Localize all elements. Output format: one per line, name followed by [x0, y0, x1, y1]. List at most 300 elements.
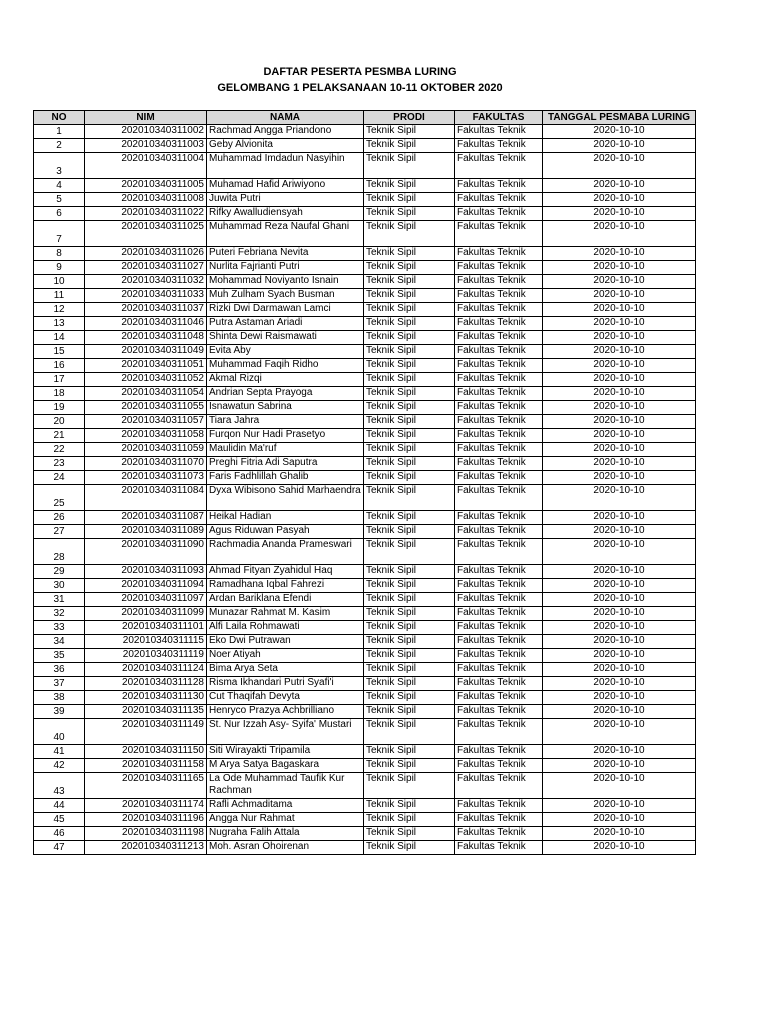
- row-prodi: Teknik Sipil: [364, 649, 455, 663]
- row-fakultas: Fakultas Teknik: [455, 401, 543, 415]
- table-row: [34, 207, 696, 221]
- row-no: 23: [34, 457, 85, 471]
- table-row: [34, 511, 696, 525]
- row-no: 42: [34, 759, 85, 773]
- row-no: 40: [34, 719, 85, 745]
- row-fakultas: Fakultas Teknik: [455, 799, 543, 813]
- row-no: 10: [34, 275, 85, 289]
- document-title: DAFTAR PESERTA PESMBA LURING: [263, 66, 457, 78]
- row-no: 16: [34, 359, 85, 373]
- row-no: 3: [34, 153, 85, 179]
- row-nama: Alfi Laila Rohmawati: [207, 621, 364, 635]
- row-no: 30: [34, 579, 85, 593]
- table-row: [34, 457, 696, 471]
- row-nim: 202010340311097: [85, 593, 207, 607]
- row-tanggal: 2020-10-10: [543, 705, 696, 719]
- column-header-no: NO: [34, 111, 85, 125]
- row-prodi: Teknik Sipil: [364, 677, 455, 691]
- row-nama: Rafli Achmaditama: [207, 799, 364, 813]
- row-tanggal: 2020-10-10: [543, 247, 696, 261]
- row-tanggal: 2020-10-10: [543, 745, 696, 759]
- row-fakultas: Fakultas Teknik: [455, 841, 543, 855]
- row-tanggal: 2020-10-10: [543, 303, 696, 317]
- row-nim: 202010340311054: [85, 387, 207, 401]
- row-no: 18: [34, 387, 85, 401]
- row-nim: 202010340311130: [85, 691, 207, 705]
- row-tanggal: 2020-10-10: [543, 193, 696, 207]
- row-prodi: Teknik Sipil: [364, 429, 455, 443]
- row-no: 41: [34, 745, 85, 759]
- row-nama: Furqon Nur Hadi Prasetyo: [207, 429, 364, 443]
- row-no: 37: [34, 677, 85, 691]
- row-nama: Henryco Prazya Achbrilliano: [207, 705, 364, 719]
- row-tanggal: 2020-10-10: [543, 511, 696, 525]
- row-no: 39: [34, 705, 85, 719]
- table-header-row: [34, 111, 696, 125]
- row-fakultas: Fakultas Teknik: [455, 539, 543, 565]
- row-no: 11: [34, 289, 85, 303]
- row-nama: Muhammad Reza Naufal Ghani: [207, 221, 364, 247]
- row-fakultas: Fakultas Teknik: [455, 663, 543, 677]
- row-tanggal: 2020-10-10: [543, 125, 696, 139]
- row-fakultas: Fakultas Teknik: [455, 471, 543, 485]
- row-nim: 202010340311101: [85, 621, 207, 635]
- row-nama: Ahmad Fityan Zyahidul Haq: [207, 565, 364, 579]
- row-tanggal: 2020-10-10: [543, 179, 696, 193]
- row-no: 2: [34, 139, 85, 153]
- row-fakultas: Fakultas Teknik: [455, 691, 543, 705]
- row-nim: 202010340311150: [85, 745, 207, 759]
- row-prodi: Teknik Sipil: [364, 457, 455, 471]
- table-row: [34, 443, 696, 457]
- row-tanggal: 2020-10-10: [543, 525, 696, 539]
- row-nama: Siti Wirayakti Tripamila: [207, 745, 364, 759]
- row-nama: Isnawatun Sabrina: [207, 401, 364, 415]
- row-no: 31: [34, 593, 85, 607]
- row-prodi: Teknik Sipil: [364, 593, 455, 607]
- row-no: 15: [34, 345, 85, 359]
- row-fakultas: Fakultas Teknik: [455, 565, 543, 579]
- row-nama: Heikal Hadian: [207, 511, 364, 525]
- row-prodi: Teknik Sipil: [364, 443, 455, 457]
- row-tanggal: 2020-10-10: [543, 387, 696, 401]
- row-nama: Mohammad Noviyanto Isnain: [207, 275, 364, 289]
- row-nim: 202010340311089: [85, 525, 207, 539]
- row-fakultas: Fakultas Teknik: [455, 415, 543, 429]
- row-prodi: Teknik Sipil: [364, 331, 455, 345]
- row-fakultas: Fakultas Teknik: [455, 827, 543, 841]
- row-nama: Agus Riduwan Pasyah: [207, 525, 364, 539]
- row-tanggal: 2020-10-10: [543, 827, 696, 841]
- row-fakultas: Fakultas Teknik: [455, 359, 543, 373]
- table-row: [34, 275, 696, 289]
- row-prodi: Teknik Sipil: [364, 565, 455, 579]
- row-nama: La Ode Muhammad Taufik Kur Rachman: [207, 773, 364, 799]
- row-fakultas: Fakultas Teknik: [455, 593, 543, 607]
- row-no: 44: [34, 799, 85, 813]
- row-nama: Evita Aby: [207, 345, 364, 359]
- row-prodi: Teknik Sipil: [364, 359, 455, 373]
- row-nim: 202010340311008: [85, 193, 207, 207]
- row-fakultas: Fakultas Teknik: [455, 345, 543, 359]
- row-fakultas: Fakultas Teknik: [455, 621, 543, 635]
- row-fakultas: Fakultas Teknik: [455, 387, 543, 401]
- row-no: 27: [34, 525, 85, 539]
- row-tanggal: 2020-10-10: [543, 139, 696, 153]
- row-fakultas: Fakultas Teknik: [455, 261, 543, 275]
- table-row: [34, 261, 696, 275]
- column-header-nama: NAMA: [207, 111, 364, 125]
- row-fakultas: Fakultas Teknik: [455, 139, 543, 153]
- row-fakultas: Fakultas Teknik: [455, 289, 543, 303]
- table-row: [34, 773, 696, 799]
- row-prodi: Teknik Sipil: [364, 317, 455, 331]
- row-fakultas: Fakultas Teknik: [455, 179, 543, 193]
- row-fakultas: Fakultas Teknik: [455, 485, 543, 511]
- table-row: [34, 663, 696, 677]
- table-row: [34, 289, 696, 303]
- row-prodi: Teknik Sipil: [364, 511, 455, 525]
- table-row: [34, 303, 696, 317]
- row-no: 46: [34, 827, 85, 841]
- table-row: [34, 153, 696, 179]
- row-nim: 202010340311051: [85, 359, 207, 373]
- row-nama: Ramadhana Iqbal Fahrezi: [207, 579, 364, 593]
- row-nim: 202010340311026: [85, 247, 207, 261]
- document-subtitle: GELOMBANG 1 PELAKSANAAN 10-11 OKTOBER 2020: [217, 82, 503, 94]
- row-nim: 202010340311052: [85, 373, 207, 387]
- row-nama: Cut Thaqifah Devyta: [207, 691, 364, 705]
- row-no: 4: [34, 179, 85, 193]
- table-row: [34, 139, 696, 153]
- row-nama: Rifky Awalludiensyah: [207, 207, 364, 221]
- row-no: 47: [34, 841, 85, 855]
- row-nama: Muhammad Faqih Ridho: [207, 359, 364, 373]
- row-nim: 202010340311165: [85, 773, 207, 799]
- row-tanggal: 2020-10-10: [543, 457, 696, 471]
- row-no: 32: [34, 607, 85, 621]
- row-fakultas: Fakultas Teknik: [455, 457, 543, 471]
- row-tanggal: 2020-10-10: [543, 539, 696, 565]
- row-nim: 202010340311174: [85, 799, 207, 813]
- table-row: [34, 745, 696, 759]
- table-body: [34, 125, 696, 855]
- row-nim: 202010340311048: [85, 331, 207, 345]
- table-row: [34, 759, 696, 773]
- row-no: 26: [34, 511, 85, 525]
- row-nama: Ardan Bariklana Efendi: [207, 593, 364, 607]
- row-tanggal: 2020-10-10: [543, 261, 696, 275]
- table-row: [34, 813, 696, 827]
- row-tanggal: 2020-10-10: [543, 317, 696, 331]
- row-no: 6: [34, 207, 85, 221]
- row-fakultas: Fakultas Teknik: [455, 705, 543, 719]
- row-fakultas: Fakultas Teknik: [455, 429, 543, 443]
- row-nim: 202010340311003: [85, 139, 207, 153]
- row-no: 28: [34, 539, 85, 565]
- table-row: [34, 401, 696, 415]
- row-prodi: Teknik Sipil: [364, 207, 455, 221]
- row-fakultas: Fakultas Teknik: [455, 649, 543, 663]
- row-nama: Muhammad Imdadun Nasyihin: [207, 153, 364, 179]
- row-nama: M Arya Satya Bagaskara: [207, 759, 364, 773]
- row-nama: Faris Fadhlillah Ghalib: [207, 471, 364, 485]
- row-no: 17: [34, 373, 85, 387]
- row-nim: 202010340311046: [85, 317, 207, 331]
- row-tanggal: 2020-10-10: [543, 443, 696, 457]
- row-tanggal: 2020-10-10: [543, 759, 696, 773]
- row-tanggal: 2020-10-10: [543, 415, 696, 429]
- row-nim: 202010340311049: [85, 345, 207, 359]
- row-prodi: Teknik Sipil: [364, 415, 455, 429]
- table-row: [34, 799, 696, 813]
- row-no: 5: [34, 193, 85, 207]
- row-nim: 202010340311198: [85, 827, 207, 841]
- row-nama: Rachmad Angga Priandono: [207, 125, 364, 139]
- row-prodi: Teknik Sipil: [364, 691, 455, 705]
- row-nama: Noer Atiyah: [207, 649, 364, 663]
- row-no: 21: [34, 429, 85, 443]
- participants-table: [33, 110, 696, 855]
- row-nim: 202010340311135: [85, 705, 207, 719]
- row-nim: 202010340311128: [85, 677, 207, 691]
- row-tanggal: 2020-10-10: [543, 565, 696, 579]
- row-nim: 202010340311022: [85, 207, 207, 221]
- row-nim: 202010340311070: [85, 457, 207, 471]
- row-no: 12: [34, 303, 85, 317]
- row-fakultas: Fakultas Teknik: [455, 125, 543, 139]
- row-nama: Putra Astaman Ariadi: [207, 317, 364, 331]
- row-tanggal: 2020-10-10: [543, 401, 696, 415]
- row-fakultas: Fakultas Teknik: [455, 247, 543, 261]
- row-nama: Rachmadia Ananda Prameswari: [207, 539, 364, 565]
- row-fakultas: Fakultas Teknik: [455, 511, 543, 525]
- row-fakultas: Fakultas Teknik: [455, 207, 543, 221]
- table-row: [34, 317, 696, 331]
- column-header-prodi: PRODI: [364, 111, 455, 125]
- row-no: 25: [34, 485, 85, 511]
- row-nim: 202010340311115: [85, 635, 207, 649]
- row-nim: 202010340311084: [85, 485, 207, 511]
- row-no: 45: [34, 813, 85, 827]
- row-prodi: Teknik Sipil: [364, 289, 455, 303]
- row-tanggal: 2020-10-10: [543, 289, 696, 303]
- table-row: [34, 565, 696, 579]
- column-header-tanggal: TANGGAL PESMABA LURING: [543, 111, 696, 125]
- table-row: [34, 705, 696, 719]
- table-row: [34, 247, 696, 261]
- row-no: 14: [34, 331, 85, 345]
- row-fakultas: Fakultas Teknik: [455, 607, 543, 621]
- row-prodi: Teknik Sipil: [364, 247, 455, 261]
- row-tanggal: 2020-10-10: [543, 841, 696, 855]
- row-nim: 202010340311119: [85, 649, 207, 663]
- row-nim: 202010340311027: [85, 261, 207, 275]
- table-row: [34, 827, 696, 841]
- row-no: 36: [34, 663, 85, 677]
- row-prodi: Teknik Sipil: [364, 841, 455, 855]
- row-nim: 202010340311099: [85, 607, 207, 621]
- row-fakultas: Fakultas Teknik: [455, 153, 543, 179]
- row-fakultas: Fakultas Teknik: [455, 303, 543, 317]
- table-row: [34, 125, 696, 139]
- row-no: 35: [34, 649, 85, 663]
- row-prodi: Teknik Sipil: [364, 485, 455, 511]
- table-row: [34, 719, 696, 745]
- table-row: [34, 691, 696, 705]
- row-no: 7: [34, 221, 85, 247]
- row-nama: Juwita Putri: [207, 193, 364, 207]
- row-prodi: Teknik Sipil: [364, 607, 455, 621]
- row-tanggal: 2020-10-10: [543, 621, 696, 635]
- row-fakultas: Fakultas Teknik: [455, 579, 543, 593]
- row-fakultas: Fakultas Teknik: [455, 813, 543, 827]
- row-nama: Andrian Septa Prayoga: [207, 387, 364, 401]
- row-nama: Muh Zulham Syach Busman: [207, 289, 364, 303]
- row-nama: Geby Alvionita: [207, 139, 364, 153]
- table-row: [34, 635, 696, 649]
- row-no: 33: [34, 621, 85, 635]
- row-no: 38: [34, 691, 85, 705]
- row-no: 29: [34, 565, 85, 579]
- row-no: 22: [34, 443, 85, 457]
- row-fakultas: Fakultas Teknik: [455, 221, 543, 247]
- row-prodi: Teknik Sipil: [364, 705, 455, 719]
- row-prodi: Teknik Sipil: [364, 799, 455, 813]
- row-prodi: Teknik Sipil: [364, 759, 455, 773]
- row-prodi: Teknik Sipil: [364, 261, 455, 275]
- row-tanggal: 2020-10-10: [543, 221, 696, 247]
- row-nama: Akmal Rizqi: [207, 373, 364, 387]
- table-row: [34, 539, 696, 565]
- row-no: 8: [34, 247, 85, 261]
- row-fakultas: Fakultas Teknik: [455, 193, 543, 207]
- row-fakultas: Fakultas Teknik: [455, 773, 543, 799]
- row-prodi: Teknik Sipil: [364, 663, 455, 677]
- row-nim: 202010340311090: [85, 539, 207, 565]
- row-nim: 202010340311033: [85, 289, 207, 303]
- table-row: [34, 607, 696, 621]
- table-row: [34, 429, 696, 443]
- row-nama: Puteri Febriana Nevita: [207, 247, 364, 261]
- row-tanggal: 2020-10-10: [543, 649, 696, 663]
- row-tanggal: 2020-10-10: [543, 773, 696, 799]
- row-nama: Preghi Fitria Adi Saputra: [207, 457, 364, 471]
- row-tanggal: 2020-10-10: [543, 275, 696, 289]
- row-nama: Nugraha Falih Attala: [207, 827, 364, 841]
- row-nama: Nurlita Fajrianti Putri: [207, 261, 364, 275]
- row-no: 1: [34, 125, 85, 139]
- row-nim: 202010340311004: [85, 153, 207, 179]
- table-row: [34, 387, 696, 401]
- row-nama: Risma Ikhandari Putri Syafi'i: [207, 677, 364, 691]
- row-nim: 202010340311087: [85, 511, 207, 525]
- row-nama: Dyxa Wibisono Sahid Marhaendra: [207, 485, 364, 511]
- table-row: [34, 221, 696, 247]
- row-prodi: Teknik Sipil: [364, 373, 455, 387]
- row-nama: Shinta Dewi Raismawati: [207, 331, 364, 345]
- row-nim: 202010340311094: [85, 579, 207, 593]
- row-prodi: Teknik Sipil: [364, 153, 455, 179]
- table-row: [34, 331, 696, 345]
- row-tanggal: 2020-10-10: [543, 153, 696, 179]
- row-prodi: Teknik Sipil: [364, 221, 455, 247]
- row-fakultas: Fakultas Teknik: [455, 719, 543, 745]
- table-row: [34, 373, 696, 387]
- row-tanggal: 2020-10-10: [543, 691, 696, 705]
- row-nim: 202010340311057: [85, 415, 207, 429]
- row-nama: Rizki Dwi Darmawan Lamci: [207, 303, 364, 317]
- row-fakultas: Fakultas Teknik: [455, 373, 543, 387]
- table-row: [34, 471, 696, 485]
- row-tanggal: 2020-10-10: [543, 663, 696, 677]
- row-nim: 202010340311055: [85, 401, 207, 415]
- row-tanggal: 2020-10-10: [543, 579, 696, 593]
- table-row: [34, 841, 696, 855]
- row-nama: Moh. Asran Ohoirenan: [207, 841, 364, 855]
- row-nama: Muhamad Hafid Ariwiyono: [207, 179, 364, 193]
- row-prodi: Teknik Sipil: [364, 635, 455, 649]
- table-row: [34, 677, 696, 691]
- row-nim: 202010340311124: [85, 663, 207, 677]
- row-tanggal: 2020-10-10: [543, 677, 696, 691]
- row-prodi: Teknik Sipil: [364, 125, 455, 139]
- row-no: 34: [34, 635, 85, 649]
- row-nim: 202010340311037: [85, 303, 207, 317]
- column-header-nim: NIM: [85, 111, 207, 125]
- row-no: 43: [34, 773, 85, 799]
- row-no: 19: [34, 401, 85, 415]
- row-prodi: Teknik Sipil: [364, 471, 455, 485]
- row-nama: Maulidin Ma'ruf: [207, 443, 364, 457]
- row-tanggal: 2020-10-10: [543, 345, 696, 359]
- row-tanggal: 2020-10-10: [543, 429, 696, 443]
- row-nim: 202010340311058: [85, 429, 207, 443]
- row-fakultas: Fakultas Teknik: [455, 745, 543, 759]
- row-nama: Eko Dwi Putrawan: [207, 635, 364, 649]
- row-fakultas: Fakultas Teknik: [455, 635, 543, 649]
- row-nama: Bima Arya Seta: [207, 663, 364, 677]
- row-tanggal: 2020-10-10: [543, 719, 696, 745]
- row-nama: St. Nur Izzah Asy- Syifa' Mustari: [207, 719, 364, 745]
- row-nama: Munazar Rahmat M. Kasim: [207, 607, 364, 621]
- row-prodi: Teknik Sipil: [364, 345, 455, 359]
- row-prodi: Teknik Sipil: [364, 579, 455, 593]
- row-tanggal: 2020-10-10: [543, 635, 696, 649]
- row-tanggal: 2020-10-10: [543, 359, 696, 373]
- row-tanggal: 2020-10-10: [543, 799, 696, 813]
- row-nama: Angga Nur Rahmat: [207, 813, 364, 827]
- row-prodi: Teknik Sipil: [364, 813, 455, 827]
- row-fakultas: Fakultas Teknik: [455, 443, 543, 457]
- row-nim: 202010340311149: [85, 719, 207, 745]
- table-row: [34, 415, 696, 429]
- table-row: [34, 359, 696, 373]
- row-nim: 202010340311005: [85, 179, 207, 193]
- row-nim: 202010340311213: [85, 841, 207, 855]
- row-prodi: Teknik Sipil: [364, 719, 455, 745]
- row-nim: 202010340311073: [85, 471, 207, 485]
- table-row: [34, 179, 696, 193]
- row-tanggal: 2020-10-10: [543, 607, 696, 621]
- row-nim: 202010340311002: [85, 125, 207, 139]
- table-row: [34, 193, 696, 207]
- row-no: 9: [34, 261, 85, 275]
- row-nim: 202010340311093: [85, 565, 207, 579]
- row-fakultas: Fakultas Teknik: [455, 677, 543, 691]
- row-nim: 202010340311059: [85, 443, 207, 457]
- row-tanggal: 2020-10-10: [543, 207, 696, 221]
